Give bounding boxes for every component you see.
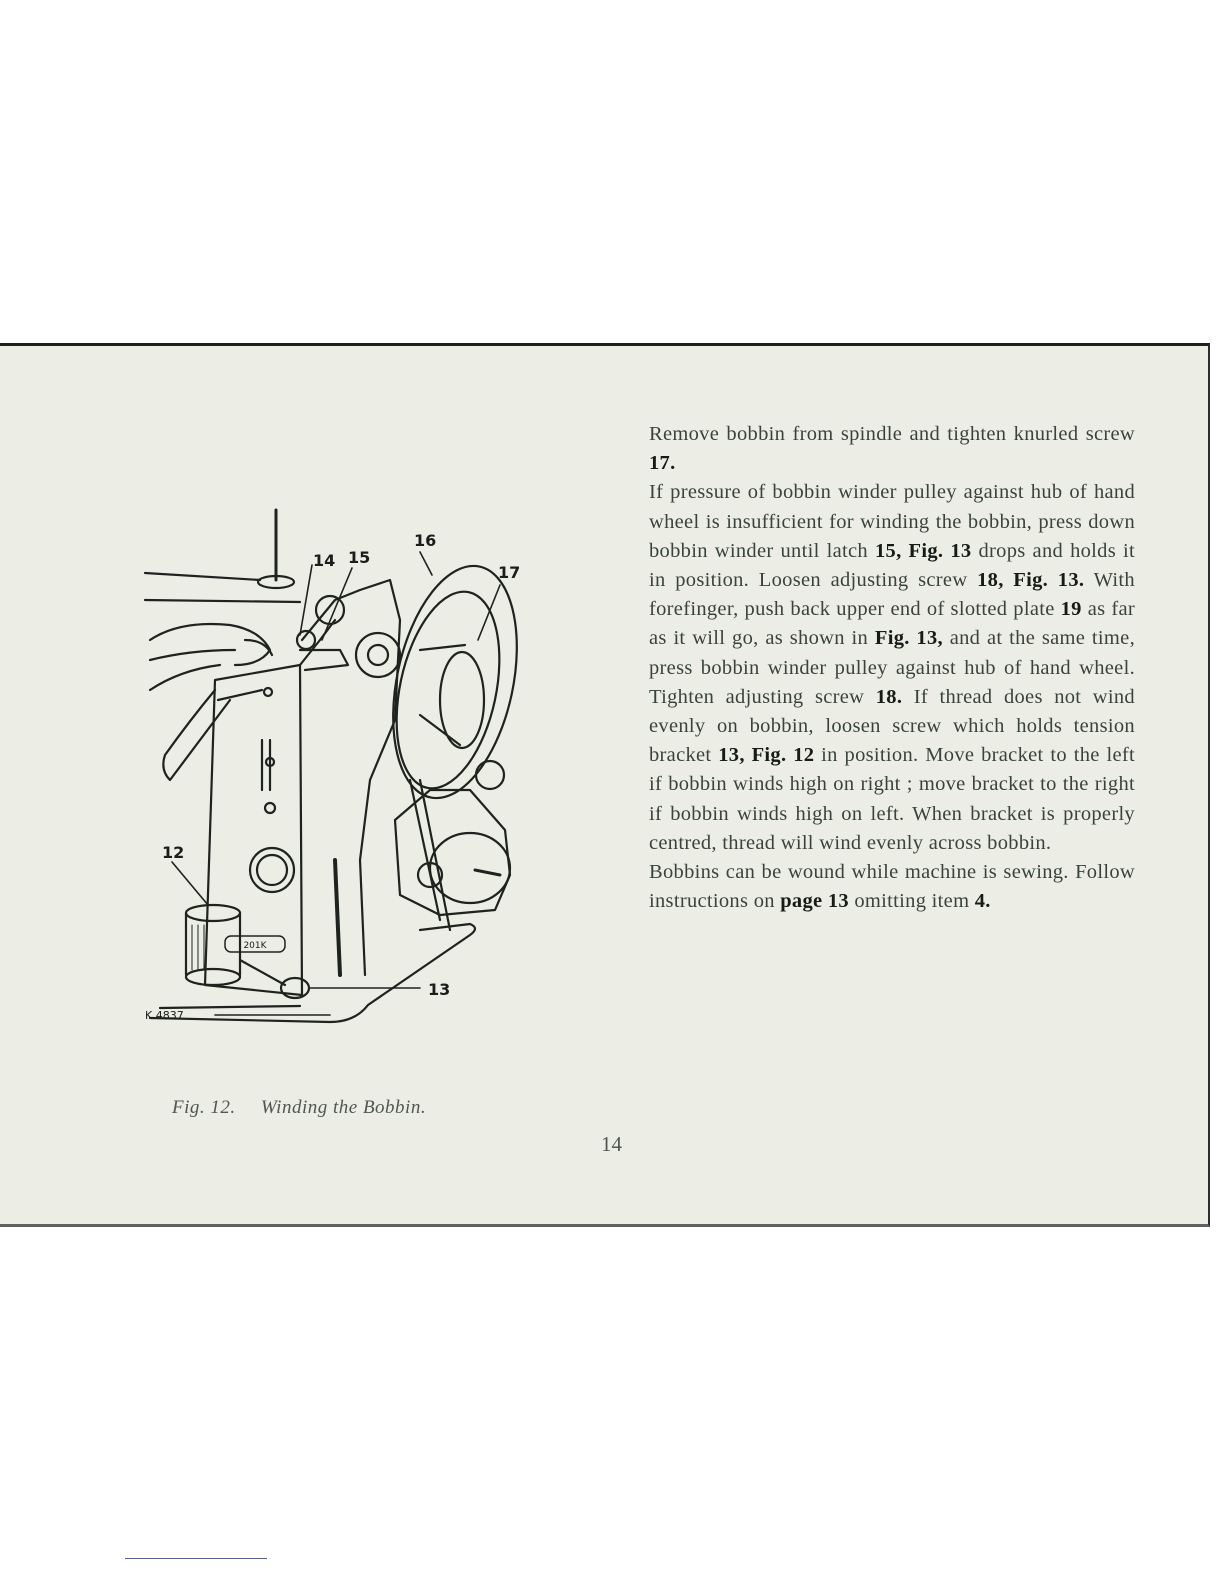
figure-12-illustration [140,495,520,1030]
item-4-ref: 4. [974,890,991,913]
figure-ref-number: K.4837 [145,1009,184,1022]
figure-caption [172,1097,426,1119]
paragraph-3: Bobbins can be wound while machine is sewing. Follow instructions on page 13 omitting item 4. [649,861,1135,913]
caption-title: Winding the Bobbin. [260,1097,427,1118]
model-plate-text: 201K [243,941,267,951]
callout-17: 17 [498,563,520,582]
callout-16: 16 [414,531,437,550]
instruction-text [649,420,1135,916]
sewing-machine-drawing [140,495,520,1030]
caption-number: Fig. 12. [172,1097,236,1118]
paragraph-1: Remove bobbin from spindle and tighten knurled screw 17. [649,423,1135,475]
page-number: 14 [601,1132,622,1156]
hand [150,624,270,780]
thread-spool [186,905,240,921]
paragraph-2: If pressure of bobbin winder pulley against hub of hand wheel is insufficient for winding the bobbin, press down bobbin winder until latch 15, Fig. 13 drops and holds it in position. Loosen adjusting screw 18, Fig. 13. With forefinger, push back upper end of slotted plate 19 as far as it will go, as shown in Fig. 13, and at the same time, press bobbin winder pulley against hub of hand wheel. Tighten adjusting screw 18. If thread does not wind evenly on bobbin, loosen screw which holds tension bracket 13, Fig. 12 in position. Move bracket to the left if bobbin winds high on right ; move bracket to the right if bobbin winds high on left. When bracket is properly centred, thread will wind evenly across bobbin. [649,481,1135,854]
callout-12: 12 [162,843,185,862]
callout-13: 13 [428,980,451,999]
footnote-rule [125,1558,267,1559]
callout-14: 14 [313,551,336,570]
ref-17: 17. [649,452,676,475]
page-13-ref: page 13 [780,890,849,913]
callout-15: 15 [348,548,371,567]
